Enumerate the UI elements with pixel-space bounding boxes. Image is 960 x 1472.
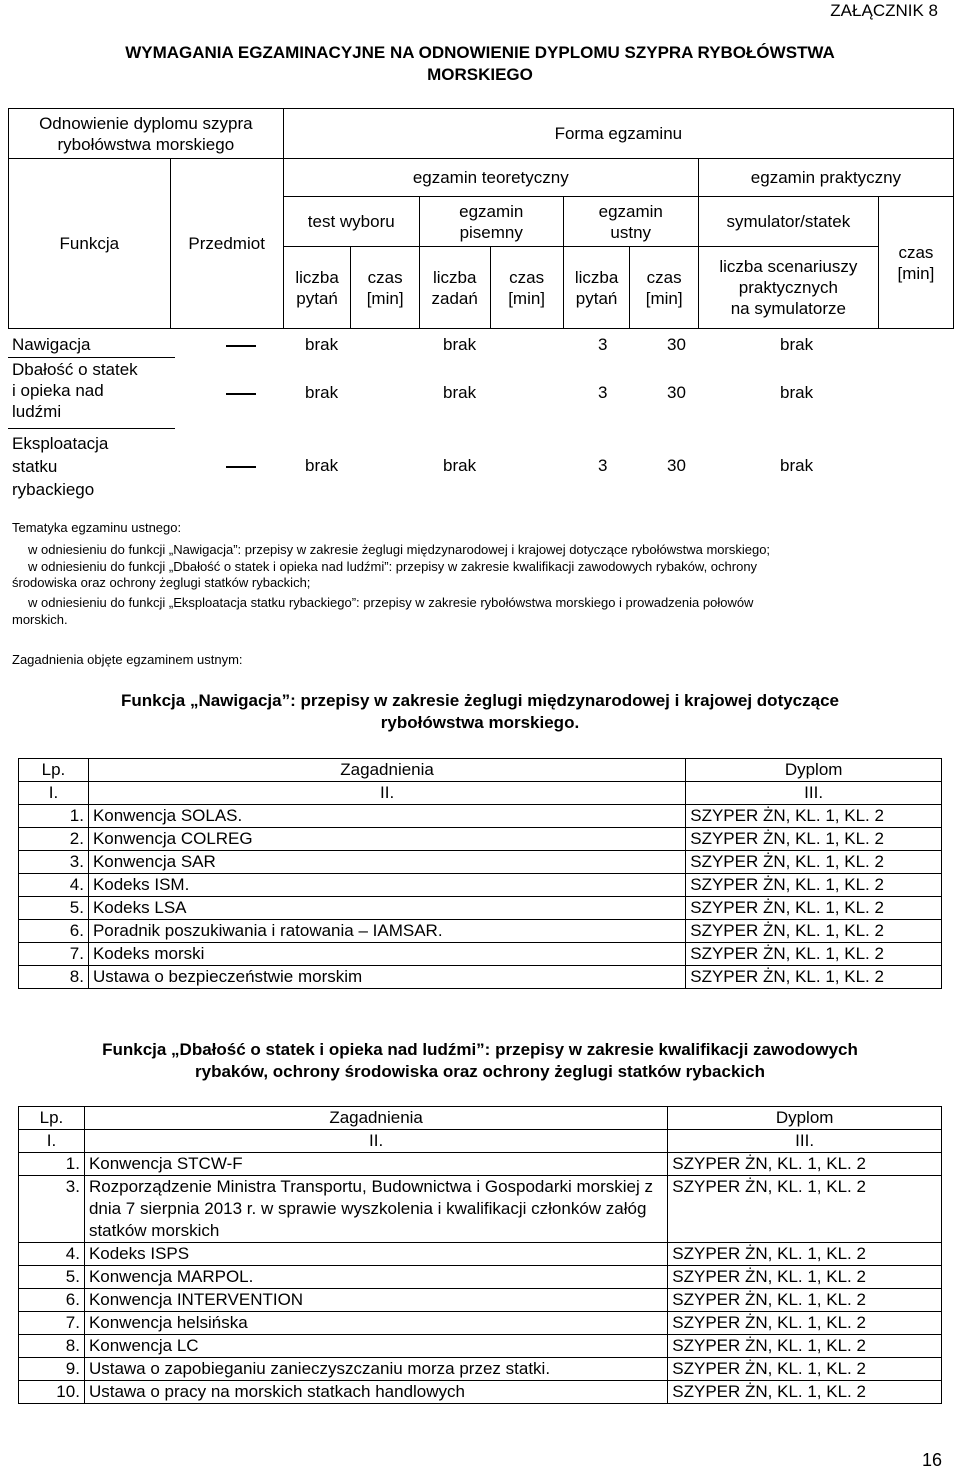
praktyczny-value: brak — [780, 383, 814, 402]
row-divider — [8, 357, 175, 358]
pisemny-line1: egzamin — [459, 201, 524, 221]
row-topic: Konwencja INTERVENTION — [84, 1289, 667, 1312]
row-diploma: SZYPER ŻN, KL. 1, KL. 2 — [686, 828, 942, 851]
pisemny-value: brak — [443, 456, 477, 475]
row-topic: Konwencja helsińska — [84, 1312, 667, 1335]
liczba-label: liczba — [432, 267, 477, 287]
scenariusze-header — [698, 247, 878, 329]
ustny-line1: egzamin — [598, 201, 663, 221]
row-label-line1: Dbałość o statek — [12, 360, 138, 379]
table-row — [19, 1243, 942, 1266]
zadan-label: zadań — [431, 288, 478, 308]
praktyczny-value: brak — [780, 456, 814, 475]
table-row — [19, 1153, 942, 1176]
row-number: 4. — [19, 1243, 85, 1266]
table-row — [19, 1176, 942, 1243]
table-row — [19, 1358, 942, 1381]
row-topic: Ustawa o pracy na morskich statkach handlowych — [84, 1381, 667, 1404]
row-label: Nawigacja — [12, 335, 91, 354]
table-subheader-row — [19, 782, 942, 805]
row-number: 9. — [19, 1358, 85, 1381]
lp-header: Lp. — [19, 1107, 85, 1130]
section2-title-line2: rybaków, ochrony środowiska oraz ochrony żeglugi statków rybackich — [195, 1062, 765, 1081]
row-topic: Kodeks morski — [88, 943, 685, 966]
ustny-liczba-value: 3 — [598, 383, 608, 402]
liczba-label: liczba — [295, 267, 339, 287]
zagadnienia-header: Zagadnienia — [88, 759, 685, 782]
row-topic: Kodeks ISPS — [84, 1243, 667, 1266]
row-number: 1. — [19, 805, 89, 828]
section1-table — [18, 758, 942, 989]
row-topic: Konwencja SAR — [88, 851, 685, 874]
teoretyczny-header: egzamin teoretyczny — [283, 159, 698, 197]
tematyka-line3: środowiska oraz ochrony żeglugi statków rybackich; — [12, 575, 311, 590]
table-row — [19, 966, 942, 989]
row-diploma: SZYPER ŻN, KL. 1, KL. 2 — [668, 1335, 942, 1358]
min-label: [min] — [645, 288, 683, 308]
row-number: 8. — [19, 1335, 85, 1358]
ustny-czas-value: 30 — [667, 335, 686, 354]
table-row — [19, 805, 942, 828]
row-label-line2: i opieka nad — [12, 381, 104, 400]
row-label-line2: statku — [12, 457, 58, 476]
table-row — [19, 1381, 942, 1404]
pisemny-liczba-header — [419, 247, 490, 329]
row-number: 6. — [19, 1289, 85, 1312]
min-label: [min] — [366, 288, 404, 308]
table-row — [19, 943, 942, 966]
funkcja-header: Funkcja — [9, 159, 171, 329]
czas-label: czas — [898, 242, 934, 262]
document-title-line2: MORSKIEGO — [427, 65, 533, 84]
ustny-header — [563, 197, 698, 247]
tematyka-line1: w odniesieniu do funkcji „Nawigacja”: przepisy w zakresie żeglugi międzynarodowej i krajowej dotyczące rybołówstwa morskiego; — [28, 542, 771, 557]
table-row — [19, 1289, 942, 1312]
scen-line1: liczba scenariuszy — [719, 257, 858, 276]
sub-i: I. — [19, 1130, 85, 1153]
annex-label: ZAŁĄCZNIK 8 — [830, 1, 938, 20]
table-row — [19, 1335, 942, 1358]
pisemny-line2: pisemny — [459, 222, 523, 242]
row-diploma: SZYPER ŻN, KL. 1, KL. 2 — [668, 1266, 942, 1289]
table-subheader-row — [19, 1130, 942, 1153]
test-value: brak — [305, 456, 339, 475]
row-number: 1. — [19, 1153, 85, 1176]
liczba-label: liczba — [574, 267, 619, 287]
sub-iii: III. — [668, 1130, 942, 1153]
row-diploma: SZYPER ŻN, KL. 1, KL. 2 — [686, 874, 942, 897]
praktyczny-czas-header — [878, 197, 953, 329]
row-diploma: SZYPER ŻN, KL. 1, KL. 2 — [686, 966, 942, 989]
test-czas-header — [351, 247, 419, 329]
row-diploma: SZYPER ŻN, KL. 1, KL. 2 — [686, 920, 942, 943]
row-topic: Kodeks ISM. — [88, 874, 685, 897]
tematyka-line5: morskich. — [12, 612, 68, 627]
row-topic: Poradnik poszukiwania i ratowania – IAMSAR. — [88, 920, 685, 943]
table-row — [19, 897, 942, 920]
table-row — [19, 828, 942, 851]
row-topic: Konwencja SOLAS. — [88, 805, 685, 828]
sub-ii: II. — [84, 1130, 667, 1153]
table-header-row — [19, 1107, 942, 1130]
ustny-czas-value: 30 — [667, 456, 686, 475]
row-topic: Konwencja MARPOL. — [84, 1266, 667, 1289]
tematyka-heading: Tematyka egzaminu ustnego: — [12, 520, 182, 535]
ustny-liczba-value: 3 — [598, 335, 608, 354]
row-diploma: SZYPER ŻN, KL. 1, KL. 2 — [668, 1153, 942, 1176]
pisemny-value: brak — [443, 335, 477, 354]
table-header-row — [19, 759, 942, 782]
row-diploma: SZYPER ŻN, KL. 1, KL. 2 — [668, 1243, 942, 1266]
test-value: brak — [305, 335, 339, 354]
ustny-liczba-value: 3 — [598, 456, 608, 475]
row-number: 5. — [19, 897, 89, 920]
ustny-czas-header — [630, 247, 698, 329]
row-divider — [8, 428, 175, 429]
czas-label: czas — [646, 267, 682, 287]
dyplom-header: Dyplom — [686, 759, 942, 782]
row-number: 3. — [19, 1176, 85, 1243]
pisemny-header — [419, 197, 563, 247]
czas-label: czas — [509, 267, 545, 287]
row-topic: Kodeks LSA — [88, 897, 685, 920]
row-diploma: SZYPER ŻN, KL. 1, KL. 2 — [686, 943, 942, 966]
row-diploma: SZYPER ŻN, KL. 1, KL. 2 — [668, 1381, 942, 1404]
min-label: [min] — [897, 263, 935, 283]
row-label-line1: Eksploatacja — [12, 434, 109, 453]
row-label-line3: rybackiego — [12, 480, 95, 499]
min-label: [min] — [508, 288, 546, 308]
praktyczny-header: egzamin praktyczny — [698, 159, 953, 197]
corner-cell — [9, 109, 284, 159]
row-diploma: SZYPER ŻN, KL. 1, KL. 2 — [668, 1312, 942, 1335]
row-number: 6. — [19, 920, 89, 943]
row-topic: Ustawa o zapobieganiu zanieczyszczaniu morza przez statki. — [84, 1358, 667, 1381]
table-row — [19, 920, 942, 943]
test-value: brak — [305, 383, 339, 402]
pytan-label: pytań — [296, 288, 338, 308]
row-number: 5. — [19, 1266, 85, 1289]
table-row — [19, 1312, 942, 1335]
praktyczny-value: brak — [780, 335, 814, 354]
section1-title-line1: Funkcja „Nawigacja”: przepisy w zakresie żeglugi międzynarodowej i krajowej dotyczące — [120, 691, 840, 710]
table-row — [19, 1266, 942, 1289]
tematyka-line4: w odniesieniu do funkcji „Eksploatacja statku rybackiego”: przepisy w zakresie rybołówstwa morskiego i prowadzenia połowów — [28, 595, 754, 610]
test-wyboru-header: test wyboru — [283, 197, 419, 247]
row-diploma: SZYPER ŻN, KL. 1, KL. 2 — [668, 1289, 942, 1312]
row-topic: Ustawa o bezpieczeństwie morskim — [88, 966, 685, 989]
przedmiot-header: Przedmiot — [170, 159, 283, 329]
czas-label: czas — [367, 267, 403, 287]
test-liczba-header — [283, 247, 351, 329]
forma-egzaminu-header: Forma egzaminu — [283, 109, 953, 159]
dash-mark — [226, 393, 256, 395]
pytan-label: pytań — [575, 288, 618, 308]
row-topic: Rozporządzenie Ministra Transportu, Budownictwa i Gospodarki morskiej z dnia 7 sierpnia 2013 r. w sprawie wyszkolenia i kwalifikacji członków załóg statków morskich — [84, 1176, 667, 1243]
row-number: 8. — [19, 966, 89, 989]
row-topic: Konwencja STCW-F — [84, 1153, 667, 1176]
exam-form-table — [8, 108, 954, 329]
section2-title-line1: Funkcja „Dbałość o statek i opieka nad ludźmi”: przepisy w zakresie kwalifikacji zawodowych — [102, 1040, 858, 1059]
row-diploma: SZYPER ŻN, KL. 1, KL. 2 — [668, 1358, 942, 1381]
row-number: 2. — [19, 828, 89, 851]
sub-i: I. — [19, 782, 89, 805]
row-diploma: SZYPER ŻN, KL. 1, KL. 2 — [686, 897, 942, 920]
sub-iii: III. — [686, 782, 942, 805]
row-diploma: SZYPER ŻN, KL. 1, KL. 2 — [686, 851, 942, 874]
dash-mark — [226, 466, 256, 468]
table-row — [19, 851, 942, 874]
pisemny-value: brak — [443, 383, 477, 402]
corner-line2: rybołówstwa morskiego — [57, 134, 235, 154]
row-label-line3: ludźmi — [12, 402, 62, 421]
row-number: 10. — [19, 1381, 85, 1404]
row-number: 7. — [19, 1312, 85, 1335]
table-row — [19, 874, 942, 897]
sub-ii: II. — [88, 782, 685, 805]
tematyka-line2: w odniesieniu do funkcji „Dbałość o statek i opieka nad ludźmi”: przepisy w zakresie kwalifikacji zawodowych rybaków, ochrony — [28, 559, 758, 574]
corner-line1: Odnowienie dyplomu szypra — [39, 113, 253, 133]
dyplom-header: Dyplom — [668, 1107, 942, 1130]
section1-title-line2: rybołówstwa morskiego. — [380, 713, 580, 732]
section2-table — [18, 1106, 942, 1404]
scen-line2: praktycznych — [738, 278, 838, 297]
scen-line3: na symulatorze — [730, 299, 846, 318]
row-number: 3. — [19, 851, 89, 874]
zagadnienia-header: Zagadnienia — [84, 1107, 667, 1130]
ustny-line2: ustny — [610, 222, 652, 242]
row-diploma: SZYPER ŻN, KL. 1, KL. 2 — [686, 805, 942, 828]
document-title-line1: WYMAGANIA EGZAMINACYJNE NA ODNOWIENIE DYPLOMU SZYPRA RYBOŁÓWSTWA — [125, 43, 835, 62]
pisemny-czas-header — [490, 247, 563, 329]
ustny-czas-value: 30 — [667, 383, 686, 402]
row-number: 7. — [19, 943, 89, 966]
symulator-header: symulator/statek — [698, 197, 878, 247]
zagadnienia-heading: Zagadnienia objęte egzaminem ustnym: — [12, 652, 243, 667]
page-number: 16 — [921, 1450, 942, 1470]
row-diploma: SZYPER ŻN, KL. 1, KL. 2 — [668, 1176, 942, 1243]
lp-header: Lp. — [19, 759, 89, 782]
row-number: 4. — [19, 874, 89, 897]
ustny-liczba-header — [563, 247, 630, 329]
dash-mark — [226, 345, 256, 347]
row-topic: Konwencja COLREG — [88, 828, 685, 851]
row-topic: Konwencja LC — [84, 1335, 667, 1358]
